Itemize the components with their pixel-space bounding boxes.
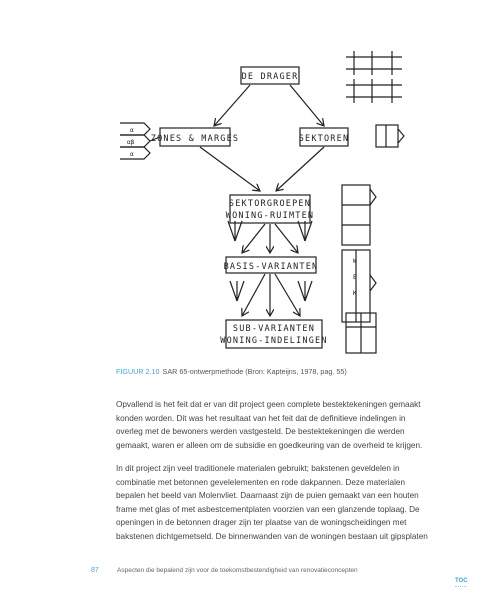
- p2-line: In dit project zijn veel traditionele materialen gebruikt; bakstenen geveldelen in: [116, 464, 400, 473]
- margin-label-2: αβ: [127, 139, 135, 146]
- figure-caption: [116, 367, 347, 376]
- p2-line: bakstenen dichtgemetseld. De binnenwanden van de woningen bestaan uit gipsplaten: [116, 531, 428, 541]
- p1-line: Opvallend is het feit dat er van dit project geen complete bestektekeningen gemaakt: [116, 400, 421, 409]
- caption-text: SAR 65-ontwerpmethode (Bron: Kapteijns, 1978, pag. 55): [162, 367, 347, 376]
- grid-letter-e: E: [353, 274, 357, 281]
- paragraph-2: [116, 462, 428, 544]
- woning-ruimten-label: WONING-RUIMTEN: [225, 211, 315, 221]
- grid-letter-w: W: [353, 258, 357, 265]
- p2-line: openingen in de betonnen drager zijn ter plaatse van de woningscheidingen met: [116, 518, 407, 528]
- toc-link[interactable]: TOC: [455, 578, 468, 584]
- sar65-diagram: [110, 45, 440, 365]
- margin-label-3: α: [130, 151, 134, 158]
- p1-line: overleg met de bewoners werden vastgesteld. De bestektekeningen die werden: [116, 427, 405, 437]
- p1-line: konden worden. Dit was het resultaat van het feit dat de definitieve indelingen in: [116, 413, 406, 423]
- page-number: 87: [91, 567, 99, 574]
- margin-label-1: α: [130, 127, 134, 134]
- p2-line: combinatie met betonnen gevelelementen en rode dakpannen. Deze materialen: [116, 477, 406, 487]
- p2-line: bepalen het beeld van Molenvliet. Daarnaast zijn de puien gemaakt van een houten: [116, 491, 419, 501]
- woning-indelingen-label: WONING-INDELINGEN: [220, 336, 328, 346]
- zones-label: ZONES & MARGES: [150, 134, 240, 144]
- toc-underline: [455, 586, 467, 587]
- p2-line: frame met glas of met asbestcementplaten voorzien van een glanzende toplaag. De: [116, 504, 420, 514]
- sub-varianten-label: SUB-VARIANTEN: [232, 324, 316, 334]
- sektoren-label: SEKTOREN: [298, 134, 350, 144]
- p1-line: gemaakt, waren er alleen om de subsidie en goedkeuring van de overheid te krijgen.: [116, 440, 423, 450]
- basis-label: BASIS-VARIANTEN: [223, 262, 319, 272]
- caption-label: FIGUUR 2.10: [116, 367, 160, 376]
- diagram-svg: [110, 45, 440, 365]
- running-title: Aspecten die bepalend zijn voor de toekomstbestendigheid van renovatieconcepten: [117, 567, 358, 574]
- drager-label: DE DRAGER: [241, 72, 299, 82]
- grid-letter-k: K: [353, 290, 357, 297]
- grid-sketches: [342, 51, 404, 353]
- paragraph-1: [116, 398, 423, 452]
- sektorgroepen-label: SEKTORGROEPEN: [228, 199, 312, 209]
